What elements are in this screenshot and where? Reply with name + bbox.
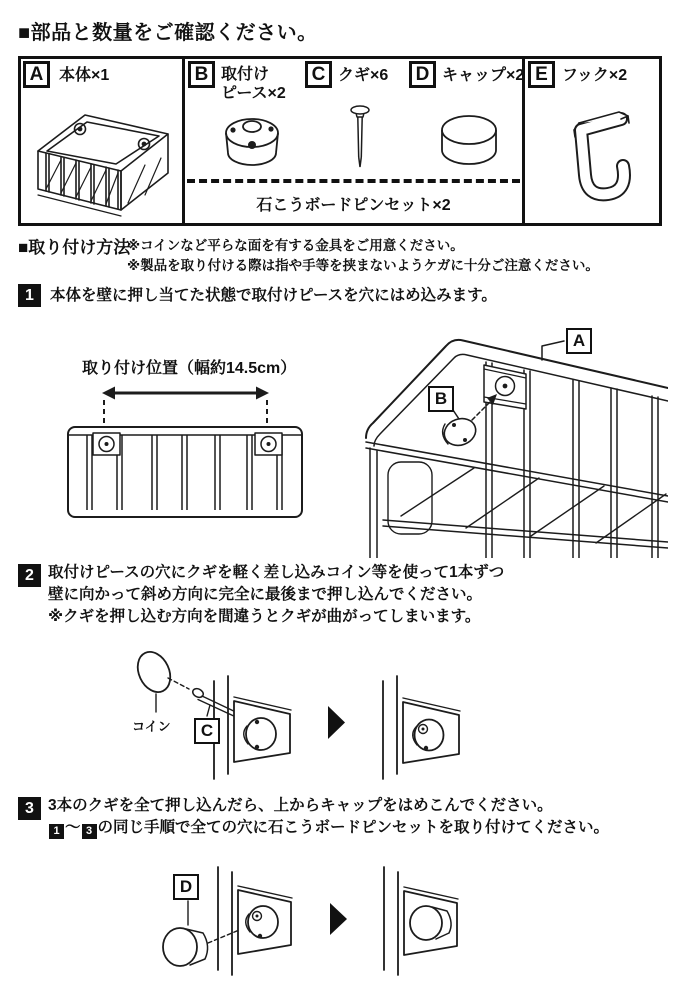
fig1-label-box-b: B	[428, 386, 454, 412]
parts-cell-e	[525, 59, 659, 223]
part-label-e: フック×2	[562, 67, 628, 84]
parts-cell-bcd	[185, 59, 525, 223]
step-range-to-badge: 3	[82, 824, 97, 839]
step-2-line-2: 壁に向かって斜め方向に完全に最後まで押し込んでください。	[48, 586, 483, 603]
parts-table	[18, 56, 662, 226]
step-3-line-2-text: の同じ手順で全ての穴に石こうボードピンセットを取り付けてください。	[97, 819, 610, 836]
part-label-d: キャップ×2	[442, 67, 525, 84]
basket-drawing	[25, 103, 179, 221]
part-letter-a: A	[23, 61, 50, 88]
fig1-position-label: 取り付け位置（幅約14.5cm）	[82, 360, 297, 377]
method-note-2: ※製品を取り付ける際は指や手等を挟まないようケガに十分ご注意ください。	[127, 258, 599, 273]
part-letter-e: E	[528, 61, 555, 88]
part-letter-c: C	[305, 61, 332, 88]
fig2-label-box-c: C	[194, 718, 220, 744]
step-3-line-2	[48, 817, 609, 839]
step-3-line-1: 3本のクギを全て押し込んだら、上からキャップをはめこんでください。	[48, 797, 553, 814]
step-range-from-badge: 1	[49, 824, 64, 839]
parts-cell-a	[21, 59, 185, 223]
fig3-drawing	[110, 855, 480, 983]
part-label-a: 本体×1	[59, 67, 110, 84]
method-title: ■取り付け方法	[18, 238, 131, 257]
part-letter-b: B	[188, 61, 215, 88]
step-1-text: 本体を壁に押し当てた状態で取付けピースを穴にはめ込みます。	[50, 287, 497, 304]
fig1-front-drawing	[55, 383, 315, 533]
step-1-badge: 1	[18, 284, 41, 307]
hook-drawing	[549, 103, 641, 215]
step-2-badge: 2	[18, 564, 41, 587]
step-range-tilde: 〜	[65, 819, 81, 836]
step-2-line-3: ※クギを押し込む方向を間違うとクギが曲がってしまいます。	[48, 608, 481, 625]
cap-drawing	[439, 114, 499, 168]
coin-label: コイン	[132, 719, 171, 734]
part-label-b-line2: ピース×2	[221, 85, 286, 102]
part-letter-d: D	[409, 61, 436, 88]
nail-drawing	[345, 105, 375, 169]
fig3-label-box-d: D	[173, 874, 199, 900]
step-2-line-1: 取付けピースの穴にクギを軽く差し込みコイン等を使って1本ずつ	[48, 564, 505, 581]
mount-piece-drawing	[223, 117, 281, 169]
pinset-divider	[187, 179, 520, 183]
fig1-iso-drawing	[356, 316, 668, 558]
step-3-badge: 3	[18, 797, 41, 820]
part-label-b	[221, 65, 286, 103]
parts-section-title: ■部品と数量をご確認ください。	[18, 22, 318, 44]
part-label-b-line1: 取付け	[221, 66, 270, 83]
method-note-1: ※コインなど平らな面を有する金具をご用意ください。	[127, 238, 464, 253]
fig1-label-box-a: A	[566, 328, 592, 354]
part-label-c: クギ×6	[338, 67, 389, 84]
pinset-label: 石こうボードピンセット×2	[256, 197, 451, 214]
